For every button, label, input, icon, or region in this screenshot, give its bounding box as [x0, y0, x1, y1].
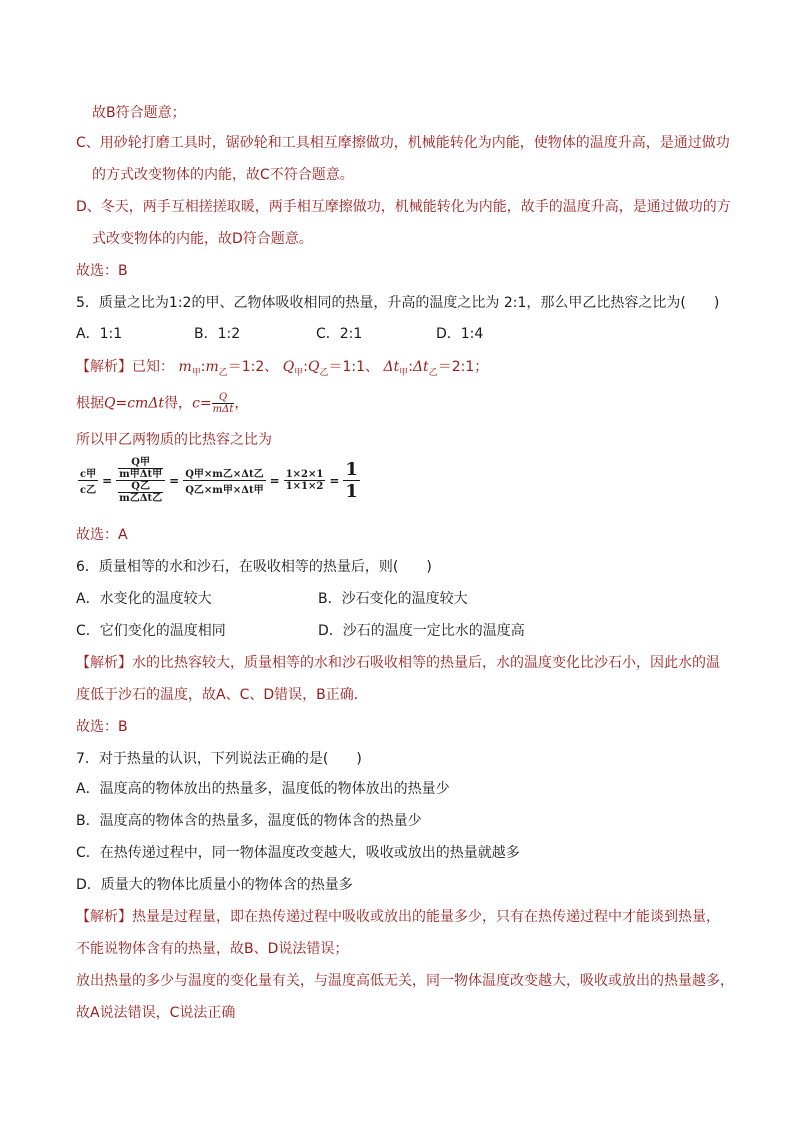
q7-analysis: 【解析】热量是过程量，即在热传递过程中吸收或放出的能量多少，只有在热传递过程中才能谈到热量，	[76, 909, 720, 925]
fraction-compound: $\frac{\text{Q甲}}{\text{m甲Δt甲}}$ $\frac{\text{Q乙}}{\text{m乙Δt乙}}$	[116, 457, 165, 504]
q6-option-d: D．沙石的温度一定比水的温度高	[318, 623, 525, 639]
question-7-stem: 7．对于热量的认识，下列说法正确的是( )	[76, 751, 362, 767]
question-5-stem: 5．质量之比为1:2的甲、乙物体吸收相同的热量，升高的温度之比为 2:1，那么甲乙比热容之比为( )	[76, 295, 720, 311]
q6-answer: 故选：B	[76, 719, 128, 735]
q7-analysis-cont: 放出热量的多少与温度的变化量有关，与温度高低无关，同一物体温度改变越大，吸收或放出的热量越多，	[76, 973, 734, 989]
fraction-c: c甲 c乙	[78, 465, 98, 496]
q7-analysis-cont: 故A说法错误，C说法正确	[76, 1005, 236, 1021]
q5-option-c: C．2:1	[316, 326, 363, 342]
option-d-explanation: D、冬天，两手互相搓搓取暖，两手相互摩擦做功，机械能转化为内能，故手的温度升高，是通过做功的方	[76, 199, 731, 215]
fraction-numeric: $\frac{1\times 2\times 1}{1\times 1\times 2}$	[285, 469, 324, 492]
q5-formula-line: 根据Q=cmΔt得，c= $\frac{Q}{\text{mΔt}}$ ，	[76, 392, 249, 415]
option-c-explanation: C、用砂轮打磨工具时，锯砂轮和工具相互摩擦做功，机械能转化为内能，使物体的温度升高，是通过做功	[76, 135, 730, 151]
q6-option-b: B．沙石变化的温度较大	[318, 591, 468, 607]
q7-option-c: C．在热传递过程中，同一物体温度改变越大，吸收或放出的热量就越多	[76, 845, 520, 861]
q5-option-a: A．1:1	[76, 326, 123, 342]
q6-analysis: 【解析】水的比热容较大，质量相等的水和沙石吸收相等的热量后，水的温度变化比沙石小，因此水的温	[76, 655, 720, 671]
q7-option-b: B．温度高的物体含的热量多，温度低的物体含的热量少	[76, 813, 422, 829]
q7-option-a: A．温度高的物体放出的热量多，温度低的物体放出的热量少	[76, 781, 450, 797]
q6-analysis-cont: 度低于沙石的温度，故A、C、D错误，B正确．	[76, 687, 368, 703]
q5-known-line: 【解析】已知： $m_甲:m_乙=1:2$、 $Q_甲:Q_乙=1:1$、 $\Delta t_甲:\Delta t_乙=2:1$；	[76, 359, 489, 378]
answer-line: 故选：B	[76, 263, 128, 279]
q5-answer: 故选：A	[76, 527, 128, 543]
q5-ratio-intro: 所以甲乙两物质的比热容之比为	[76, 432, 272, 448]
c-fraction: $\frac{Q}{\text{mΔt}}$	[212, 392, 234, 415]
fraction-expanded: Q甲×m乙×Δt乙 Q乙×m甲×Δt甲	[183, 465, 265, 496]
fraction-result: $\frac{1}{1}$	[345, 459, 358, 502]
analysis-tag: 【解析】	[76, 359, 132, 375]
paragraph-line: 的方式改变物体的内能，故C不符合题意。	[92, 167, 354, 183]
q5-option-b: B．1:2	[194, 326, 241, 342]
q7-option-d: D．质量大的物体比质量小的物体含的热量多	[76, 877, 353, 893]
q6-option-c: C．它们变化的温度相同	[76, 623, 226, 639]
specific-heat-ratio-formula: c甲 c乙 = $\frac{\text{Q甲}}{\text{m甲Δt甲}}$ $\frac{\text{Q乙}}{\text{m乙Δt乙}}$ = Q甲×m乙×Δt乙 Q乙×m甲×Δt甲 = $\frac{1\times 2\times 1}{1\times 1\times 2}$ = $\frac{1}{1}$	[80, 457, 358, 504]
q6-option-a: A．水变化的温度较大	[76, 591, 212, 607]
q5-option-d: D．1:4	[436, 326, 484, 342]
paragraph-line: 式改变物体的内能，故D符合题意。	[92, 231, 313, 247]
analysis-tag: 【解析】	[76, 909, 132, 925]
question-6-stem: 6．质量相等的水和沙石，在吸收相等的热量后，则( )	[76, 559, 432, 575]
q7-analysis-cont: 不能说物体含有的热量，故B、D说法错误；	[76, 941, 349, 957]
paragraph-line: 故B符合题意；	[92, 105, 186, 121]
analysis-tag: 【解析】	[76, 655, 132, 671]
